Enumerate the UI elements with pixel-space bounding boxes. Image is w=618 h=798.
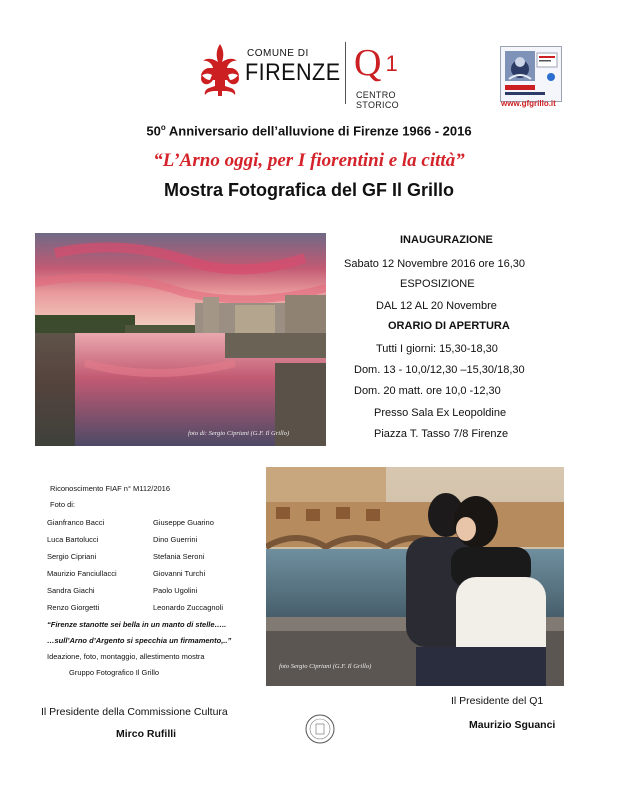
photographer: Paolo Ugolini (153, 586, 198, 595)
q1-number: 1 (385, 51, 398, 76)
orario-line-1: Tutti I giorni: 15,30-18,30 (376, 343, 498, 355)
esposizione-dates: DAL 12 AL 20 Novembre (376, 300, 497, 312)
orario-label: ORARIO DI APERTURA (388, 320, 510, 332)
photographer: Renzo Giorgetti (47, 603, 100, 612)
foto-di-label: Foto di: (50, 500, 76, 509)
photographer: Luca Bartolucci (47, 535, 99, 544)
photographer: Sandra Giachi (47, 586, 95, 595)
inaugurazione-label: INAUGURAZIONE (400, 234, 493, 246)
grillo-logo-icon (501, 47, 561, 101)
credits-line-1: Ideazione, foto, montaggio, allestimento mostra (47, 652, 205, 661)
exhibition-title: Mostra Fotografica del GF Il Grillo (163, 180, 455, 200)
fiaf-recognition: Riconoscimento FIAF n° M112/2016 (50, 484, 170, 493)
stamp-icon (304, 712, 336, 746)
official-stamp (304, 712, 336, 746)
left-signature-name: Mirco Rufilli (116, 728, 177, 740)
address: Piazza T. Tasso 7/8 Firenze (374, 428, 509, 440)
photographer: Leonardo Zuccagnoli (153, 603, 224, 612)
q1-logo (354, 42, 434, 110)
quote-line-1: “Firenze stanotte sei bella in un manto di stelle….. (47, 620, 227, 629)
esposizione-label: ESPOSIZIONE (400, 278, 475, 290)
photographer: Gianfranco Bacci (47, 518, 105, 527)
arno-sunset-photo (35, 233, 326, 446)
venue: Presso Sala Ex Leopoldine (374, 407, 507, 419)
photo1-credit: foto di: Sergio Cipriani (G.F. Il Grillo) (188, 430, 290, 437)
orario-line-3: Dom. 20 matt. ore 10,0 -12,30 (354, 385, 501, 397)
orario-line-2: Dom. 13 - 10,0/12,30 –15,30/18,30 (354, 364, 525, 376)
left-signature-title: Il Presidente della Commissione Cultura (41, 706, 228, 718)
comune-big-label: FIRENZE (245, 59, 341, 86)
q1-subtitle: CENTRO STORICO (356, 90, 399, 110)
grillo-logo (500, 46, 562, 102)
right-signature-title: Il Presidente del Q1 (451, 695, 544, 707)
quote-line-2: …sull’Arno d’Argento si specchia un firmamento,..” (47, 636, 232, 645)
couple-ponte-vecchio-photo (266, 467, 564, 686)
florence-lily-icon (195, 42, 245, 98)
photo2-credit: foto Sergio Cipriani (G.F. Il Grillo) (279, 663, 372, 670)
grillo-url[interactable]: www.gfgrillo.it (501, 99, 556, 108)
photographer: Stefania Seroni (153, 552, 205, 561)
header-divider (345, 42, 346, 104)
inaugurazione-date: Sabato 12 Novembre 2016 ore 16,30 (344, 258, 526, 270)
photographer: Giovanni Turchi (153, 569, 206, 578)
comune-di-firenze-logo (195, 42, 345, 100)
photographer: Giuseppe Guarino (153, 518, 214, 527)
photographer: Sergio Cipriani (47, 552, 97, 561)
photographer: Dino Guerrini (153, 535, 198, 544)
exhibition-subtitle: “L’Arno oggi, per I fiorentini e la città” (153, 150, 465, 171)
anniversary-heading: 50$^o$ Anniversario dell’alluvione di Firenze 1966 - 2016 (146, 123, 472, 139)
q1-letter: Q (354, 42, 382, 84)
photographer: Maurizio Fanciullacci (47, 569, 117, 578)
credits-line-2: Gruppo Fotografico Il Grillo (69, 668, 160, 677)
right-signature-name: Maurizio Sguanci (469, 719, 556, 731)
comune-small-label: COMUNE DI (247, 48, 309, 59)
